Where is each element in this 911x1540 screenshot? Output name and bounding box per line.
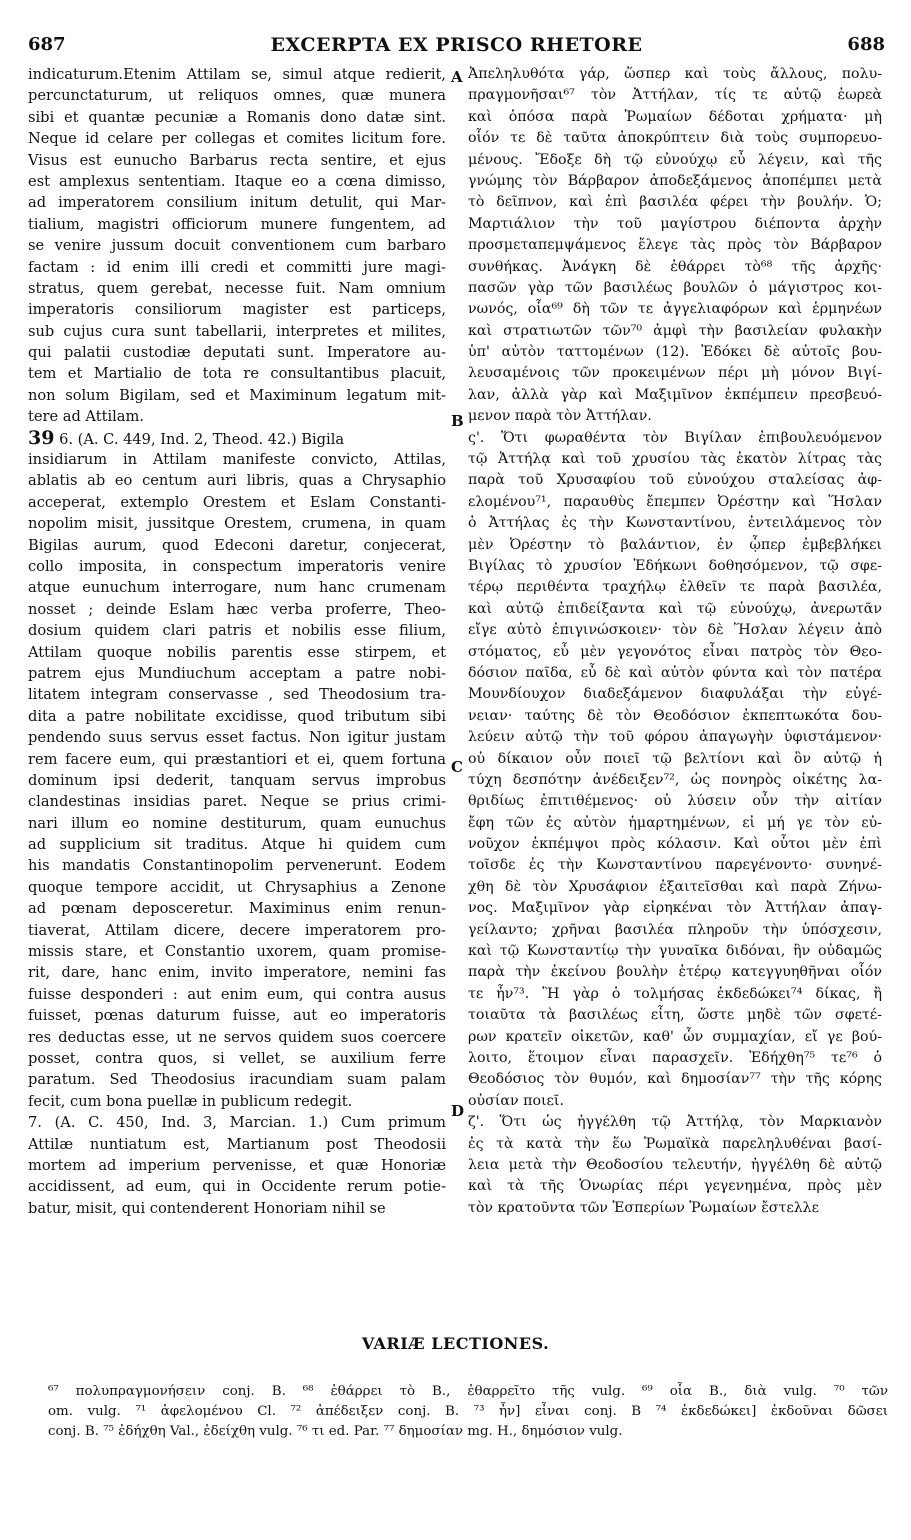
latin-text-line: Bigilas aurum, quod Edeconi daretur, conjecerat, <box>28 536 446 554</box>
greek-text-line: μενον παρὰ τὸν Ἀττήλαν. <box>468 408 652 425</box>
greek-text-line: νοῦχον ἐκπέμψοι πρὸς κόλασιν. Καὶ οὗτοι μὲν ἐπὶ <box>468 836 882 853</box>
page-header <box>28 34 885 60</box>
latin-text-line: clandestinas insidias paret. Neque se prius crimi- <box>28 793 446 811</box>
latin-text-line: dosium quidem clari patris et nobilis esse filium, <box>28 622 446 640</box>
latin-text-line: res deductas esse, ut ne servos quidem suos coercere <box>28 1028 446 1046</box>
latin-text-line: non solum Bigilam, sed et Maximinum legatum mit- <box>28 386 446 404</box>
latin-text-line: rit, dare, hanc enim, invito imperatore, nemini fas <box>28 964 446 982</box>
latin-text-line: sibi et quantæ pecuniæ a Romanis dono datæ sint. <box>28 108 446 126</box>
greek-text-line: συνθήκας. Ἀνάγκη δὲ ἐθάρρει τὸ⁶⁸ τῆς ἀρχῆς· <box>468 258 882 275</box>
page-number-left: 687 <box>28 34 66 55</box>
greek-text-line: καὶ τῷ Κωνσταντίῳ τὴν γυναῖκα διδόναι, ἣν οὐδαμῶς <box>468 943 882 960</box>
margin-mark-b: B <box>451 412 464 430</box>
latin-text-line: imperatoris consiliorum magister est particeps, <box>28 301 446 319</box>
greek-text-line: τοιαῦτα τὰ βασιλέως εἶτη, ὥστε μηδὲ τῶν σφετέ- <box>468 1007 882 1024</box>
greek-text-line: ελομένου⁷¹, παραυθὺς ἔπεμπεν Ὀρέστην καὶ Ἥσλαν <box>468 493 882 510</box>
greek-text-line: τὸν κρατοῦντα τῶν Ἑσπερίων Ῥωμαίων ἔστελλε <box>468 1199 820 1216</box>
latin-text-line: his mandatis Constantinopolim pervenerunt. Eodem <box>28 857 446 875</box>
greek-column <box>468 64 882 1219</box>
text-line-content: 6. (A. C. 449, Ind. 2, Theod. 42.) Bigila <box>59 430 345 448</box>
running-title: EXCERPTA EX PRISCO RHETORE <box>270 34 643 56</box>
greek-text-line: τῷ Ἀττήλᾳ καὶ τοῦ χρυσίου τὰς ἑκατὸν λίτρας τὰς <box>468 451 882 468</box>
variant-reading-line: om. vulg. ⁷¹ ἀφελομένου Cl. ⁷² ἀπέδειξεν conj. B. ⁷³ ἦν] εἶναι conj. B ⁷⁴ ἐκδεδώκει] ἐκδοῦναι δῶσει <box>48 1404 888 1419</box>
latin-text-line: qui palatii custodiæ deputati sunt. Imperatore au- <box>28 344 446 362</box>
latin-text-line: nopolim misit, jussitque Orestem, crumena, in quam <box>28 515 446 533</box>
latin-text-line: litatem integram conservasse , sed Theodosium tra- <box>28 686 446 704</box>
latin-text-line: est amplexus sententiam. Itaque eo a cœna dimisso, <box>28 172 446 190</box>
greek-text-line: ρων κρατεῖν οἰκετῶν, καθ' ὧν συμμαχίαν, εἴ γε βού- <box>468 1028 882 1045</box>
latin-text-line: Visus est eunucho Barbarus recta sentire, et ejus <box>28 151 446 169</box>
greek-text-line: εἴγε αὐτὸ ἐπιγινώσκοιεν· τὸν δὲ Ἥσλαν λέγειν ἀπὸ <box>468 622 882 639</box>
latin-text-line <box>28 428 446 449</box>
greek-text-line: καὶ στρατιωτῶν τῶν⁷⁰ ἀμφὶ τὴν βασιλείαν φυλακὴν <box>468 322 882 339</box>
greek-text-line: τοῖσδε ἐς τὴν Κωνσταντίνου παρεγένοντο· συνηνέ- <box>468 857 882 874</box>
latin-text-line: Attilæ nuntiatum est, Martianum post Theodosii <box>28 1135 446 1153</box>
latin-text-line: paratum. Sed Theodosius iracundiam suam palam <box>28 1071 446 1089</box>
latin-text-line: posset, contra quos, si vellet, se auxilium ferre <box>28 1049 446 1067</box>
greek-text-line: τὸ δεῖπνον, καὶ ἐπὶ βασιλέα φέρει τὴν βουλήν. Ὁ; <box>468 194 882 211</box>
greek-text-line: καὶ ὁπόσα παρὰ Ῥωμαίων δέδοται χρήματα· μὴ <box>468 108 882 125</box>
greek-text-line: γνώμης τὸν Βάρβαρον ἀποδεξάμενος ἀποπέμπει μετὰ <box>468 172 882 189</box>
greek-text-line: ς'. Ὅτι φωραθέντα τὸν Βιγίλαν ἐπιβουλευόμενον <box>468 429 882 446</box>
greek-text-line: λεια μετὰ τὴν Θεοδοσίου τελευτήν, ἠγγέλθη δὲ αὐτῷ <box>468 1156 882 1173</box>
greek-text-line: Μουνδίουχον διαδεξάμενον διαφυλάξαι τὴν εὐγέ- <box>468 686 882 703</box>
greek-text-line: Βιγίλας τὸ χρυσίον Ἐδήκωνι δοθησόμενον, τῷ σφε- <box>468 557 882 574</box>
latin-text-line: nosset ; deinde Eslam hæc verba proferre, Theo- <box>28 600 446 618</box>
greek-text-line: λεύειν αὐτῷ τὴν τοῦ φόρου ἀπαγωγὴν ὑφιστάμενον· <box>468 729 882 746</box>
greek-text-line: τε ἦν⁷³. Ἢ γὰρ ὁ τολμήσας ἐκδεδώκει⁷⁴ δίκας, ἢ <box>468 985 882 1002</box>
greek-text-line: Θεοδόσιος τὸν θυμόν, καὶ δημοσίαν⁷⁷ τὴν τῆς κόρης <box>468 1071 882 1088</box>
greek-text-line: μένους. Ἔδοξε δὴ τῷ εὐνούχῳ εὖ λέγειν, καὶ τῆς <box>468 151 882 168</box>
variant-reading-line: conj. B. ⁷⁵ ἐδήχθη Val., ἐδείχθη vulg. ⁷⁶ τι ed. Par. ⁷⁷ δημοσίαν mg. H., δημόσιον vulg. <box>48 1424 623 1439</box>
latin-text-line: tialium, magistri officiorum munere fungentem, ad <box>28 215 446 233</box>
latin-text-line: ablatis ab eo centum auri libris, quas a Chrysaphio <box>28 472 446 490</box>
greek-text-line: λοιτο, ἕτοιμον εἶναι παρασχεῖν. Ἐδήχθη⁷⁵ τε⁷⁶ ὁ <box>468 1049 882 1066</box>
latin-text-line: 7. (A. C. 450, Ind. 3, Marcian. 1.) Cum primum <box>28 1114 446 1132</box>
greek-text-line: νος. Μαξιμῖνον γὰρ εἰρηκέναι τὸν Ἀττήλαν ἀπαγ- <box>468 900 882 917</box>
page-number-right: 688 <box>847 34 885 55</box>
latin-text-line: accidissent, ad eum, qui in Occidente rerum potie- <box>28 1178 446 1196</box>
variae-lectiones-notes <box>48 1382 888 1442</box>
variae-lectiones-title: VARIÆ LECTIONES. <box>361 1334 550 1353</box>
margin-mark-d: D <box>451 1102 465 1120</box>
latin-text-line: stratus, quem gerebat, necesse fuit. Nam omnium <box>28 279 446 297</box>
latin-text-line: indicaturum.Etenim Attilam se, simul atque redierit, <box>28 66 446 83</box>
greek-text-line: γείλαντο; χρῆναι βασιλέα πληροῦν τὴν ὑπόσχεσιν, <box>468 921 882 938</box>
latin-text-line: Neque id celare per collegas et comites licitum fore. <box>28 130 446 148</box>
latin-text-line: rem facere eum, qui præstantiori et ei, quem fortuna <box>28 750 446 768</box>
latin-text-line: fecit, cum bona puellæ in publicum redegit. <box>28 1092 353 1110</box>
latin-text-line: atque eunuchum interrogare, num hanc crumenam <box>28 579 446 597</box>
variant-reading-line: ⁶⁷ πολυπραγμονήσειν conj. B. ⁶⁸ ἐθάρρει τὸ B., ἐθαρρεῖτο τῆς vulg. ⁶⁹ οἷα B., διὰ vulg. ⁷⁰ τῶν <box>48 1384 888 1399</box>
greek-text-line: πραγμονῆσαι⁶⁷ τὸν Ἀττήλαν, τίς τε αὐτῷ ἐωρεὰ <box>468 87 882 104</box>
greek-text-line: πασῶν γὰρ τῶν βασιλέως βουλῶν ὁ μάγιστρος κοι- <box>468 279 882 296</box>
latin-text-line: Attilam quoque nobilis parentis esse stirpem, et <box>28 643 446 661</box>
greek-text-line: λαν, ἀλλὰ γὰρ καὶ Μαξιμῖνον ἐκπέμπειν πρεσβευό- <box>468 386 882 403</box>
latin-text-line: ad imperatorem consilium initum detulit, qui Mar- <box>28 194 446 212</box>
latin-text-line: dominum ipsi dederit, tanquam servus improbus <box>28 771 446 789</box>
greek-text-line: ζ'. Ὅτι ὡς ἠγγέλθη τῷ Ἀττήλᾳ, τὸν Μαρκιανὸν <box>468 1114 882 1131</box>
greek-text-line: δόσιον παῖδα, εὖ δὲ καὶ αὐτὸν φύντα καὶ τὸν πατέρα <box>468 664 882 681</box>
latin-column <box>28 64 446 1219</box>
section-number: 39 <box>28 427 55 449</box>
greek-text-line: ἔφη τῶν ἐς αὐτὸν ἡμαρτημένων, εἰ μή γε τὸν εὐ- <box>468 814 882 831</box>
greek-text-line: παρὰ τοῦ Χρυσαφίου τοῦ εὐνούχου σταλείσας ἀφ- <box>468 472 882 489</box>
latin-text-line: mortem ad imperium pervenisse, et quæ Honoriæ <box>28 1156 446 1174</box>
latin-text-line: collo imposita, in conspectum imperatoris venire <box>28 557 446 575</box>
latin-text-line: factam : id enim illi credi et committi jure magi- <box>28 258 446 276</box>
greek-text-line: στόματος, εὖ μὲν γεγονότος εἶναι πατρὸς τὸν Θεο- <box>468 643 882 660</box>
greek-text-line: Ἀπεληλυθότα γάρ, ὥσπερ καὶ τοὺς ἄλλους, πολυ- <box>468 66 882 82</box>
latin-text-line: quoque tempore accidit, ut Chrysaphius a Zenone <box>28 878 446 896</box>
greek-text-line: νειαν· ταύτης δὲ τὸν Θεοδόσιον ἐκπεπτωκότα δου- <box>468 707 882 724</box>
latin-text-line: ad supplicium sit traditus. Atque hi quidem cum <box>28 836 446 854</box>
greek-text-line: τέρῳ περιθέντα τραχήλῳ ἐλθεῖν τε παρὰ βασιλέα, <box>468 579 882 596</box>
greek-text-line: θριδίως ἐπιτιθέμενος· οὐ λύσειν οὖν τὴν αἰτίαν <box>468 793 882 810</box>
latin-text-line: percunctaturum, ut reliquos omnes, quæ munera <box>28 87 446 105</box>
greek-text-line: ὁ Ἀττήλας ἐς τὴν Κωνσταντίνου, ἐντειλάμενος τὸν <box>468 515 882 532</box>
latin-text-line: patrem ejus Mundiuchum acceptam a patre nobi- <box>28 664 446 682</box>
latin-text-line: tere ad Attilam. <box>28 408 144 426</box>
greek-text-line: λευσαμένοις τῶν προκειμένων πέρι μὴ μόνον Βιγί- <box>468 365 882 382</box>
latin-text-line: missis stare, et Constantio uxorem, quam promise- <box>28 943 446 961</box>
greek-text-line: καὶ τὰ τῆς Ὁνωρίας πέρι γεγενημένα, πρὸς μὲν <box>468 1178 882 1195</box>
greek-text-line: οὐσίαν ποιεῖ. <box>468 1092 564 1109</box>
latin-text-line: insidiarum in Attilam manifeste convicto, Attilas, <box>28 451 446 469</box>
greek-text-line: τύχη δεσπότην ἀνέδειξεν⁷², ὡς πονηρὸς οἰκέτης λα- <box>468 771 882 788</box>
latin-text-line: fuisse desponderi : aut enim eum, qui contra ausus <box>28 985 446 1003</box>
greek-text-line: μὲν Ὀρέστην τὸ βαλάντιον, ἐν ᾧπερ ἐμβεβλήκει <box>468 536 882 553</box>
margin-mark-a: A <box>451 68 463 86</box>
latin-text-line: ad pœnam deposceretur. Maximinus enim renun- <box>28 900 446 918</box>
latin-text-line: nari illum eo nomine destiturum, quam eunuchus <box>28 814 446 832</box>
latin-text-line: tem et Martialio de tota re consultantibus placuit, <box>28 365 446 383</box>
greek-text-line: ἐς τὰ κατὰ τὴν ἕω Ῥωμαϊκὰ παρεληλυθέναι βασί- <box>468 1135 882 1152</box>
greek-text-line: προσμεταπεμψάμενος ἔλεγε τὰς πρὸς τὸν Βάρβαρον <box>468 237 882 254</box>
latin-text-line: acceperat, extemplo Orestem et Eslam Constanti- <box>28 493 446 511</box>
greek-text-line: παρὰ τὴν ἐκείνου βουλὴν ἑτέρῳ κατεγγυηθῆναι οἷόν <box>468 964 882 981</box>
latin-text-line: se venire jussum docuit conventionem cum barbaro <box>28 237 446 255</box>
latin-text-line: dita a patre nobilitate excidisse, quod tributum sibi <box>28 707 446 725</box>
greek-text-line: οὐ δίκαιον οὖν ποιεῖ τῷ βελτίονι καὶ ὃν αὐτῷ ἡ <box>468 750 882 767</box>
greek-text-line: ὑπ' αὐτὸν ταττομένων (12). Ἐδόκει δὲ αὐτοῖς βου- <box>468 344 882 361</box>
latin-text-line: sub cujus cura sunt tabellarii, interpretes et milites, <box>28 322 446 340</box>
margin-mark-c: C <box>451 758 463 776</box>
latin-text-line: fuisset, pœnas daturum fuisse, aut eo imperatoris <box>28 1007 446 1025</box>
greek-text-line: καὶ αὐτῷ ἐπιδείξαντα καὶ τῷ εὐνούχῳ, ἀνερωτᾶν <box>468 600 882 617</box>
greek-text-line: οἷόν τε δὲ ταῦτα ἀποκρύπτειν διὰ τοὺς συμπορευο- <box>468 130 882 147</box>
latin-text-line: pendendo suus servus esset factus. Non igitur justam <box>28 729 446 747</box>
latin-text-line: batur, misit, qui contenderent Honoriam nihil se <box>28 1199 386 1217</box>
greek-text-line: χθη δὲ τὸν Χρυσάφιον ἐξαιτεῖσθαι καὶ παρὰ Ζήνω- <box>468 878 882 895</box>
greek-text-line: Μαρτιάλιον τὴν τοῦ μαγίστρου διέποντα ἀρχὴν <box>468 215 882 232</box>
greek-text-line: νωνός, οἷα⁶⁹ δὴ τῶν τε ἀγγελιαφόρων καὶ ἑρμηνέων <box>468 301 882 318</box>
latin-text-line: tiaverat, Attilam dicere, decere imperatorem pro- <box>28 921 446 939</box>
